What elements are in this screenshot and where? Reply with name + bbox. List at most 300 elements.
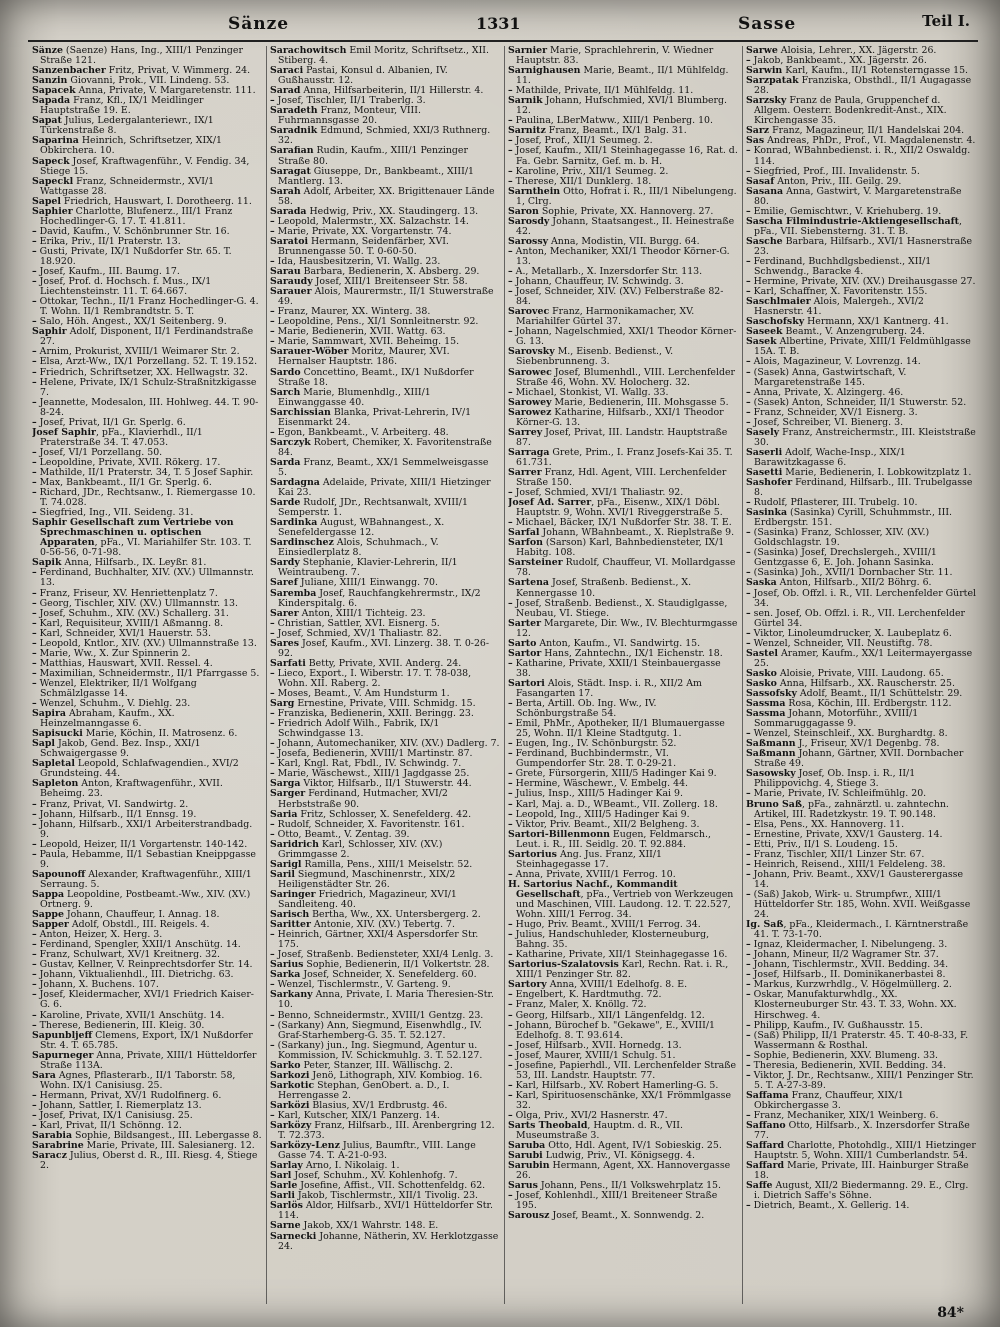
entry-details: Josef, Hilfsarb., II. Dominikanerbastei 8.	[750, 969, 946, 981]
entry-details: Christian, Sattler, XVI. Eisnerg. 5.	[274, 617, 440, 629]
entry-details: Leopold, Schlafwagendien., XVI/2 Grundsteing. 44.	[40, 758, 239, 780]
entry-details: Elsa, Pens., XX. Hannoverg. 11.	[750, 818, 905, 830]
entry-surname: Saseek	[746, 326, 783, 338]
entry-details: Johann, X. Buchens. 107.	[36, 979, 159, 991]
entry-details: Franz, Harmonikamacher, XV. Mariahilfer Gürtel 37.	[516, 306, 695, 328]
entry-details: Hedwig, Priv., XX. Staudingerg. 13.	[306, 205, 479, 217]
directory-entry	[746, 257, 976, 277]
entry-surname: –	[508, 808, 513, 820]
entry-details: Johann, Chauffeur, I. Annag. 18.	[63, 909, 220, 921]
entry-details: Paulina, LBerMatww., XIII/1 Penberg. 10.	[512, 115, 714, 127]
entry-surname: –	[746, 1049, 751, 1061]
directory-entry	[32, 177, 262, 197]
entry-surname: –	[270, 949, 275, 961]
directory-entry	[508, 66, 738, 86]
entry-details: Andreas, PhDr., Prof., VI. Magdalenenstr. 4.	[764, 135, 976, 147]
directory-entry	[270, 870, 500, 890]
entry-surname: –	[746, 547, 751, 559]
directory-entry	[270, 1232, 500, 1252]
entry-surname: –	[746, 55, 751, 67]
entry-surname: Sarkozi	[270, 1069, 310, 1081]
entry-details: Karl, Privat, II/1 Schönng. 12.	[36, 1120, 182, 1132]
entry-surname: –	[508, 487, 513, 499]
entry-details: Johann, Sattler, I. Riemerplatz 13.	[36, 1099, 202, 1111]
entry-details: Josef, Schreiber, VI. Bienerg. 3.	[750, 416, 904, 428]
entry-surname: Sarközi	[270, 1099, 310, 1111]
entry-surname: –	[746, 989, 751, 1001]
entry-surname: Saffama	[746, 1089, 789, 1101]
entry-surname: Sasely	[746, 426, 780, 438]
entry-surname: –	[270, 979, 275, 991]
entry-details: Aloisie, Private, VIII. Laudong. 65.	[776, 667, 944, 679]
entry-details: Franz, Mechaniker, XIX/1 Weinberg. 6.	[750, 1109, 939, 1121]
directory-entry	[32, 739, 262, 759]
entry-surname: Sapeck	[32, 155, 70, 167]
entry-surname: –	[32, 677, 37, 689]
directory-entry	[508, 307, 738, 327]
entry-surname: –	[746, 728, 751, 740]
entry-details: Edmund, Schmied, XXI/3 Ruthnerg. 32.	[278, 125, 491, 147]
entry-surname: –	[32, 366, 37, 378]
entry-details: Eugen, Feldmarsch., Leut. i. R., III. Seidlg. 20. T. 92.884.	[516, 828, 711, 850]
entry-details: Salo, Höh. Angest., XX/1 Seitenberg. 9.	[36, 316, 227, 328]
entry-surname: Sassofsky	[746, 688, 797, 699]
entry-details: Robert, Chemiker, X. Favoritenstraße 84.	[278, 436, 492, 458]
entry-surname: –	[32, 466, 37, 478]
entry-details: (Sasinka) Josef, Drechslergeh., XVIII/1 Gentzgasse 6, E. Joh. Johann Sasinka.	[750, 547, 937, 569]
entry-surname: Sardagna	[270, 477, 320, 489]
entry-surname: –	[32, 667, 37, 679]
entry-surname: –	[746, 527, 751, 539]
directory-entry	[746, 649, 976, 669]
directory-entry	[32, 709, 262, 729]
entry-surname: –	[32, 627, 37, 639]
entry-surname: Sarzsky	[746, 95, 787, 107]
directory-entry	[270, 1081, 500, 1101]
entry-details: Marie, Bedienerin, I. Lobkowitzplatz 1.	[782, 466, 972, 478]
directory-entry	[746, 769, 976, 789]
directory-entry	[508, 1021, 738, 1041]
entry-surname: –	[746, 848, 751, 860]
directory-entry	[746, 920, 976, 940]
entry-details: Maximilian, Schneidermstr., II/1 Pfarrgasse 5.	[36, 667, 260, 679]
entry-details: Katharine, Hilfsarb., XXI/1 Theodor Körner-G. 13.	[516, 406, 724, 428]
entry-surname: –	[508, 1049, 513, 1061]
entry-surname: –	[270, 336, 275, 348]
entry-surname: Sarad	[270, 85, 301, 97]
entry-details: Johann, WBahnbeamt., X. Rieplstraße 9.	[539, 527, 735, 539]
entry-surname: Sarsteiner	[508, 557, 563, 569]
entry-surname: Saritter	[270, 919, 311, 931]
entry-surname: Saridrich	[270, 838, 319, 850]
entry-surname: –	[270, 1019, 275, 1031]
entry-surname: –	[32, 316, 37, 328]
entry-details: Adolf, Obstdl., III. Reigels. 4.	[68, 919, 210, 931]
entry-details: Giovanni, Prok., VII. Lindeng. 53.	[67, 75, 230, 87]
entry-surname: –	[746, 627, 751, 639]
entry-surname: Sarer	[270, 607, 299, 619]
column-3	[508, 46, 738, 1304]
entry-details: Franz, Hilfsarb., III. Arenbergring 12. T. 72.373.	[278, 1120, 495, 1142]
entry-details: Viktor, Linoleumdrucker, X. Laubeplatz 6.	[750, 627, 952, 639]
entry-details: Anna, Hilfsarb., XX. Rauscherstr. 25.	[776, 677, 955, 689]
entry-details: Josef, Kleidermacher, XVI/1 Friedrich Kaiser-G. 6.	[36, 989, 254, 1011]
entry-details: Karoline, Priv., XII/1 Seumeg. 2.	[512, 165, 669, 177]
directory-entry	[270, 146, 500, 166]
entry-surname: Saracz	[32, 1150, 67, 1162]
entry-surname: Saragat	[270, 165, 311, 177]
entry-surname: Saffard	[746, 1160, 785, 1172]
entry-details: , pFa., Kleidermach., I. Kärntnerstraße 41. T. 73-1-70.	[754, 919, 969, 941]
entry-surname: Sarubin	[508, 1160, 550, 1172]
entry-surname: –	[746, 286, 751, 298]
directory-entry	[508, 558, 738, 578]
entry-surname: Sartori-Billenmonn	[508, 828, 610, 840]
entry-details: Mathilde, Private, II/1 Mühlfeldg. 11.	[512, 85, 694, 97]
entry-surname: –	[32, 477, 37, 489]
directory-entry	[270, 990, 500, 1010]
entry-details: Friedrich, Schriftsetzer, XX. Hellwagstr. 32.	[36, 366, 248, 378]
header-last-entry: Sasse	[738, 14, 797, 34]
entry-surname: –	[746, 1109, 751, 1121]
entry-details: Peter, Stanzer, III. Wällischg. 2.	[300, 1059, 453, 1071]
entry-surname: Saradnik	[270, 125, 318, 137]
entry-surname: Sarabrine	[32, 1140, 84, 1152]
entry-details: Hugo, Priv. Beamt., XVIII/1 Ferrog. 34.	[512, 919, 701, 931]
entry-surname: –	[270, 225, 275, 237]
entry-details: Anton, XIII/1 Tichteig. 23.	[298, 607, 426, 619]
entry-surname: Saßmann	[746, 738, 796, 750]
directory-entry	[746, 96, 976, 126]
directory-entry	[270, 187, 500, 207]
directory-entry	[508, 146, 738, 166]
entry-details: Markus, Kurzwrhdlg., V. Högelmüllerg. 2.	[750, 979, 952, 991]
directory-entry	[508, 347, 738, 367]
entry-surname: Sarowez	[508, 406, 552, 418]
entry-surname: –	[508, 929, 513, 941]
entry-surname: –	[746, 1029, 751, 1041]
directory-entry	[32, 297, 262, 317]
entry-surname: –	[508, 115, 513, 127]
directory-entry	[32, 116, 262, 136]
entry-details: Josef, Prof., XII/1 Seumeg. 2.	[512, 135, 653, 147]
directory-entry	[270, 126, 500, 146]
directory-entry	[270, 438, 500, 458]
directory-entry	[32, 1031, 262, 1051]
entry-details: Karl, Schaffner, X. Favoritenstr. 155.	[750, 286, 928, 298]
entry-surname: Sarközy	[270, 1120, 312, 1132]
entry-details: Eugen, Ing., IV. Schönburgstr. 52.	[512, 738, 677, 750]
entry-details: Hermine, Private, XIV. (XV.) Dreihausgasse 27.	[750, 276, 976, 288]
entry-surname: Sarossy	[508, 235, 549, 247]
entry-surname: –	[508, 517, 513, 529]
entry-surname: –	[32, 376, 37, 388]
entry-surname: Sarabia	[32, 1130, 73, 1142]
directory-entry	[270, 789, 500, 809]
directory-entry	[746, 589, 976, 609]
directory-entry	[32, 759, 262, 779]
entry-surname: –	[270, 708, 275, 720]
entry-surname: –	[32, 1009, 37, 1021]
entry-surname: –	[746, 788, 751, 800]
entry-details: Julius, Handschuhleder, Klosterneuburg, Bahng. 35.	[512, 929, 710, 951]
entry-surname: –	[508, 286, 513, 298]
directory-entry	[32, 277, 262, 297]
entry-surname: –	[32, 487, 37, 499]
entry-details: , pFa., VII. Siebensterng. 31. T. B.	[754, 215, 962, 237]
entry-details: Ferdinand, Spengler, XXII/1 Anschütg. 14.	[36, 939, 241, 951]
entry-surname: H. Sartorius Nachf., Kommandit Gesellschaft	[508, 878, 678, 900]
entry-details: Josef, Schuhm., XIV. (XV.) Schallerg. 31.	[36, 607, 229, 619]
entry-details: (Sasinka) Joh., XVII/1 Dornbacher Str. 11.	[750, 567, 953, 579]
entry-details: Siegfried, Prof., III. Invalidenstr. 5.	[750, 165, 920, 177]
entry-details: Alois, Städt. Insp. i. R., XII/2 Am Fasangarten 17.	[516, 677, 702, 699]
directory-entry	[32, 1071, 262, 1091]
entry-details: Anton, Hilfsarb., XII/2 Böhrg. 6.	[776, 577, 932, 589]
entry-details: Karl, Rechn. Rat. i. R., XIII/1 Penzinger Str. 82.	[516, 959, 729, 981]
entry-details: Alois, Schuhmach., V. Einsiedlerplatz 8.	[278, 537, 439, 559]
entry-details: Oskar, Manufakturwhdlg., XX. Klosterneuburger Str. 43. T. 33, Wohn. XX. Hirschweg. 4.	[750, 989, 957, 1021]
entry-surname: Sarde	[270, 497, 301, 509]
entry-surname: –	[746, 406, 751, 418]
entry-surname: Sarius	[270, 959, 304, 971]
entry-surname: Sapl	[32, 738, 55, 750]
directory-entry	[508, 930, 738, 950]
entry-details: Viktor, Hilfsarb., II/1 Stuwerstr. 44.	[300, 778, 472, 790]
entry-details: Marie, Blumenhdlg., XIII/1 Einwanggasse 40.	[278, 386, 431, 408]
directory-entry	[508, 830, 738, 850]
entry-details: Josef, Schneider, XIV. (XV.) Felberstraße 82-84.	[512, 286, 724, 308]
entry-surname: –	[746, 567, 751, 579]
directory-entry	[746, 478, 976, 498]
entry-surname: –	[32, 396, 37, 408]
entry-details: (Sarkany) Ann, Siegmund, Eisenwhdlg., IV. Graf-Starhemberg-G. 35. T. 52.127.	[274, 1019, 482, 1041]
entry-details: Marie, Private, XX. Vorgartenstr. 74.	[274, 225, 452, 237]
entry-details: Franz, Magazineur, II/1 Handelskai 204.	[769, 125, 965, 137]
entry-surname: Josef Ad. Sarrer	[508, 497, 592, 509]
entry-surname: Sapat	[32, 115, 62, 127]
directory-entry	[32, 247, 262, 267]
entry-surname: Sares	[270, 637, 300, 649]
entry-surname: –	[746, 818, 751, 830]
entry-surname: –	[508, 386, 513, 398]
entry-details: Stephanie, Klavier-Lehrerin, II/1 Weintraubeng. 7.	[278, 557, 458, 579]
entry-details: Grete, Prim., I. Franz Josefs-Kai 35. T. 61.731.	[516, 446, 733, 468]
entry-details: Anton, Kraftwagenführ., XVII. Beheimg. 23.	[40, 778, 223, 800]
entry-details: Josef, Straßenb. Bedienst., X. Kennergasse 10.	[516, 577, 692, 599]
entry-surname: Sapleton	[32, 778, 79, 790]
entry-surname: Sardy	[270, 557, 300, 569]
entry-details: Anna, Private, XIII/1 Hütteldorfer Straße 113A.	[40, 1049, 257, 1071]
entry-surname: –	[746, 949, 751, 961]
entry-details: Barbara, Bedienerin, X. Absberg. 29.	[300, 266, 480, 278]
entry-details: (Sarson) Karl, Bahnbediensteter, IX/1 Habitg. 108.	[516, 537, 725, 559]
entry-surname: Saraci	[270, 65, 304, 77]
entry-surname: –	[508, 698, 513, 710]
entry-surname: –	[746, 1069, 751, 1081]
directory-entry	[270, 1141, 500, 1161]
directory-entry	[746, 1201, 976, 1211]
entry-surname: Sapletal	[32, 758, 75, 770]
entry-surname: Sarnecki	[270, 1230, 317, 1242]
entry-details: Leopoldine, Private, XVII. Rökerg. 17.	[36, 456, 221, 468]
entry-details: Marie, Private, III. Hainburger Straße 18.	[754, 1160, 969, 1182]
entry-details: Josef, Blumenhdl., VIII. Lerchenfelder Straße 46, Wohn. XV. Holocherg. 32.	[516, 366, 736, 388]
entry-surname: –	[508, 266, 513, 278]
signature-mark: 84*	[937, 1305, 964, 1321]
entry-surname: –	[32, 698, 37, 710]
entry-surname: –	[746, 165, 751, 177]
directory-entry	[508, 498, 738, 518]
entry-surname: Sarda	[270, 456, 301, 468]
directory-entry	[746, 1181, 976, 1201]
entry-details: Rudolf, JDr., Rechtsanwalt, XVIII/1 Semperstr. 1.	[278, 497, 468, 519]
directory-entry	[508, 960, 738, 980]
entry-details: Karl, Requisiteur, XVIII/1 Aßmanng. 8.	[36, 617, 224, 629]
entry-surname: –	[508, 245, 513, 257]
entry-details: Johann, Staatsangest., II. Heinestraße 42.	[516, 215, 735, 237]
entry-surname: Sarauer	[270, 286, 312, 298]
entry-surname: Sashofer	[746, 477, 793, 489]
entry-surname: –	[32, 346, 37, 358]
entry-surname: Sapik	[32, 557, 62, 569]
directory-entry	[746, 1031, 976, 1051]
entry-surname: Sarga	[270, 778, 301, 790]
entry-details: Josef, Ob. Insp. i. R., II/1 Philippovichg. 4, Stiege 3.	[754, 768, 916, 790]
entry-details: Wenzel, Tischlermstr., V. Garteng. 9.	[274, 979, 451, 991]
entry-surname: Sassma	[746, 708, 786, 720]
entry-surname: –	[270, 326, 275, 338]
directory-entry	[270, 167, 500, 187]
entry-surname: –	[508, 788, 513, 800]
entry-details: Karl, Maj. a. D., WBeamt., VII. Zollerg. 18.	[512, 798, 718, 810]
entry-details: Anna, Private, I. Maria Theresien-Str. 10.	[278, 989, 494, 1011]
entry-surname: –	[32, 1120, 37, 1132]
entry-surname: Saradeth	[270, 105, 318, 117]
entry-surname: –	[508, 597, 513, 609]
entry-surname: –	[508, 135, 513, 147]
entry-surname: –	[32, 939, 37, 951]
entry-surname: Saffe	[746, 1180, 773, 1192]
entry-surname: Sapisucki	[32, 728, 83, 740]
entry-surname: Sara	[32, 1069, 56, 1081]
entry-details: Anton, Heizer, X. Herg. 3.	[36, 929, 163, 941]
directory-entry	[508, 538, 738, 558]
entry-details: (Saenze) Hans, Ing., XIII/1 Penzinger Straße 121.	[40, 46, 243, 67]
entry-surname: Sarnitz	[508, 125, 546, 137]
entry-surname: –	[508, 798, 513, 810]
entry-surname: Sarovsky	[508, 346, 555, 358]
entry-details: Anna, Gastwirt, V. Margaretenstraße 80.	[754, 185, 962, 207]
entry-surname: –	[32, 1089, 37, 1101]
entry-details: Ramilla, Pens., XIII/1 Meiselstr. 52.	[301, 858, 473, 870]
entry-surname: Sarauer-Wöber	[270, 346, 349, 358]
entry-details: Ignaz, Kleidermacher, I. Nibelungeng. 3.	[750, 939, 948, 951]
entry-surname: –	[746, 276, 751, 288]
entry-surname: –	[508, 657, 513, 669]
directory-entry	[270, 639, 500, 659]
entry-surname: –	[746, 145, 751, 157]
entry-surname: –	[32, 657, 37, 669]
directory-entry	[746, 890, 976, 920]
entry-details: Franz, Monteur, VIII. Fuhrmannsgasse 20.	[278, 105, 421, 127]
entry-surname: Sapada	[32, 95, 71, 107]
entry-details: Hermann, Privat, XV/1 Rudolfinerg. 6.	[36, 1089, 222, 1101]
directory-entry	[508, 1091, 738, 1111]
directory-entry	[746, 217, 976, 237]
entry-details: Jakob, Bankbeamt., XX. Jägerstr. 26.	[750, 55, 927, 67]
header-rule	[28, 40, 978, 42]
entry-details: Anna, Private, X. Alzingerg. 46.	[750, 386, 904, 398]
entry-details: Mathilde, II/1 Praterstr. 34, T. 5 Josef Saphir.	[36, 466, 254, 478]
entry-details: Johann, Automechaniker, XIV. (XV.) Dadlerg. 7.	[274, 738, 500, 750]
entry-details: Josef, Beamt., X. Sonnwendg. 2.	[549, 1210, 705, 1222]
column-1	[32, 46, 262, 1304]
entry-surname: Sapper	[32, 919, 69, 931]
entry-surname: Sasko	[746, 667, 777, 679]
directory-entry	[32, 1151, 262, 1171]
entry-details: Franz, Hdl. Agent, VIII. Lerchenfelder Straße 150.	[516, 466, 727, 489]
entry-surname: Sasowsky	[746, 768, 796, 780]
entry-surname: –	[32, 1019, 37, 1031]
entry-surname: –	[32, 949, 37, 961]
entry-details: Marie, Beamt., II/1 Mühlfeldg. 11.	[516, 65, 729, 87]
entry-surname: –	[508, 778, 513, 790]
entry-details: Johann, Viktualienhdl., III. Dietrichg. 63.	[36, 969, 234, 981]
entry-details: Concettino, Beamt., IX/1 Nußdorfer Straße 18.	[278, 366, 474, 388]
directory-entry	[32, 136, 262, 156]
directory-entry	[32, 207, 262, 227]
entry-details: Georg, Tischler, XIV. (XV.) Ullmannstr. 13.	[36, 597, 238, 609]
entry-details: Ferdinand, Buchbindermstr., VI. Gumpendorfer Str. 28. T. 0-29-21.	[512, 748, 677, 770]
entry-details: Josef, Schmied, XV/1 Thaliastr. 82.	[274, 627, 442, 639]
entry-details: Rudolf, Chauffeur, VI. Mollardgasse 78.	[516, 557, 736, 579]
entry-details: Marie, Wäschewst., XIII/1 Jagdgasse 25.	[274, 768, 470, 780]
directory-entry	[32, 1051, 262, 1071]
entry-details: Emilie, Gemischtwr., V. Kriehuberg. 19.	[750, 205, 942, 217]
entry-details: Paula, Hebamme, II/1 Sebastian Kneippgasse 9.	[36, 848, 256, 870]
directory-entry	[270, 458, 500, 478]
entry-surname: Sarlay	[270, 1160, 303, 1172]
directory-entry	[746, 337, 976, 357]
entry-details: August, XII/2 Biedermanng. 29. E., Clrg. i. Dietrich Saffe's Söhne.	[754, 1180, 969, 1202]
entry-details: Franziska, Obsthdl., II/1 Augagasse 28.	[754, 75, 972, 97]
entry-details: Charlotte, Photohdlg., XIII/1 Hietzinger Hauptstr. 5, Wohn. XIII/1 Cumberlandstr. 54.	[754, 1140, 976, 1162]
entry-surname: Sapacek	[32, 85, 76, 97]
entry-details: Fritz, Schlosser, X. Senefelderg. 42.	[297, 808, 472, 820]
entry-surname: –	[32, 587, 37, 599]
directory-entry	[508, 1121, 738, 1141]
entry-surname: –	[32, 979, 37, 991]
directory-entry	[270, 890, 500, 910]
entry-details: Johann, Hufschmied, XVI/1 Blumberg. 12.	[516, 95, 727, 117]
entry-details: Arno, I. Nikolaig. 1.	[302, 1160, 400, 1172]
directory-entry	[746, 990, 976, 1020]
entry-details: Ida, Hausbesitzerin, VI. Wallg. 23.	[274, 255, 441, 267]
entry-details: Agnes, Pflasterarb., II/1 Taborstr. 58, Wohn. IX/1 Canisiusg. 25.	[40, 1069, 236, 1091]
entry-surname: –	[270, 1109, 275, 1121]
entry-surname: Saßmann	[746, 748, 796, 760]
entry-surname: Sarafian	[270, 145, 314, 157]
entry-surname: Sarle	[270, 1180, 298, 1192]
directory-entry	[508, 659, 738, 679]
entry-details: Grete, Fürsorgerin, XIII/5 Hadinger Kai 9.	[512, 768, 717, 780]
entry-details: Leopoldine, Postbeamt.-Ww., XIV. (XV.) Ortnerg. 9.	[40, 888, 251, 910]
directory-entry	[508, 46, 738, 66]
entry-surname: –	[270, 255, 275, 267]
entry-surname: Sarkany	[270, 989, 313, 1001]
entry-surname: –	[270, 316, 275, 328]
